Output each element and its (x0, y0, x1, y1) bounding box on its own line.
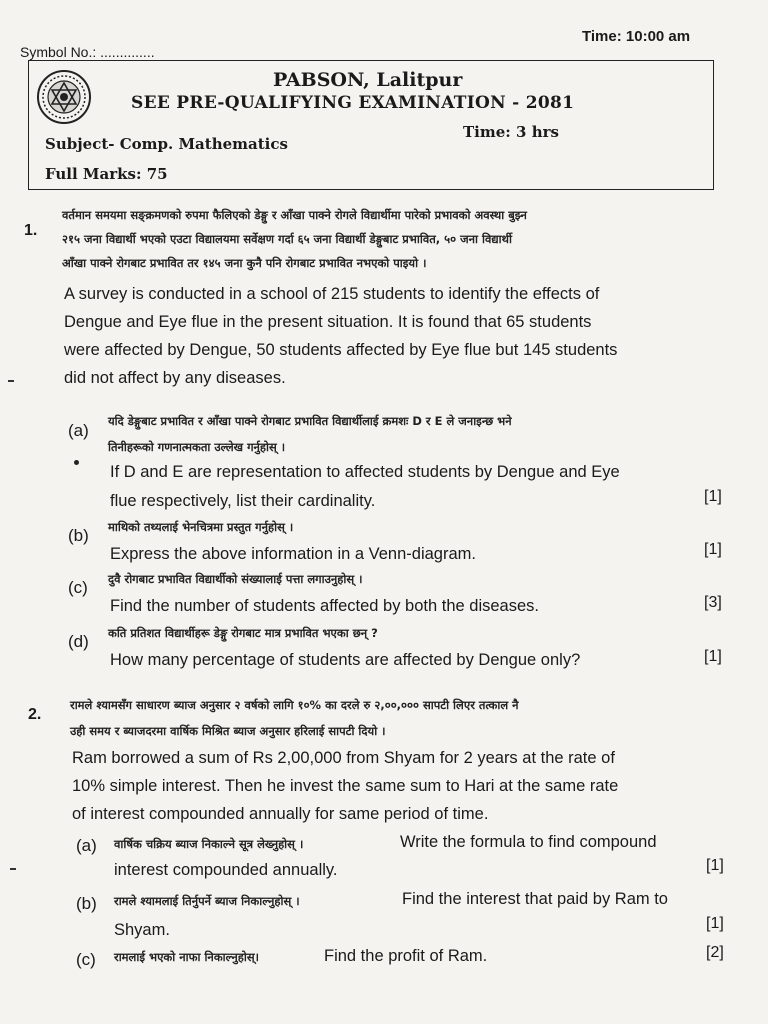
subquestion-nepali-line: यदि डेङ्गुबाट प्रभावित र आँखा पाक्ने रोगबाट प्रभावित विद्यार्थीलाई क्रमशः D र E ले जनाइन्छ भने (108, 414, 512, 428)
subquestion-label: (b) (68, 526, 89, 545)
header-box (28, 60, 714, 190)
subquestion-nepali-line: कति प्रतिशत विद्यार्थीहरू डेङ्गु रोगबाट मात्र प्रभावित भएका छन् ? (108, 626, 378, 640)
question-text-line: 10% simple interest. Then he invest the same sum to Hari at the same rate (72, 777, 619, 795)
subquestion-nepali-line: वार्षिक चक्रिय ब्याज निकाल्ने सूत्र लेख्नुहोस् । (114, 837, 304, 851)
subquestion-text-line: Shyam. (114, 921, 170, 939)
school-emblem-icon (36, 69, 92, 125)
question-nepali-line: वर्तमान समयमा सङ्क्रमणको रुपमा फैलिएको डेङ्गु र आँखा पाक्ने रोगले विद्यार्थीमा पारेको प्रभावको अवस्था बुझ्न (62, 208, 527, 222)
marks-label: [1] (706, 857, 724, 874)
question-nepali-line: रामले श्यामसँग साधारण ब्याज अनुसार २ वर्षको लागि १०% का दरले रु २,००,००० सापटी लिएर तत्काल नै (70, 698, 519, 712)
subquestion-text-line: flue respectively, list their cardinality. (110, 492, 376, 510)
exam-title: SEE PRE-QUALIFYING EXAMINATION - 2081 (131, 93, 575, 113)
question-text-line: were affected by Dengue, 50 students affected by Eye flue but 145 students (64, 341, 618, 359)
subquestion-label: (a) (68, 421, 89, 440)
subquestion-nepali-line: रामलाई भएको नाफा निकाल्नुहोस्। (114, 950, 259, 964)
full-marks: Full Marks: 75 (45, 165, 168, 183)
subquestion-label: (c) (68, 578, 88, 597)
subquestion-nepali-line: माथिको तथ्यलाई भेनचित्रमा प्रस्तुत गर्नुहोस् । (108, 520, 294, 534)
marks-label: [2] (706, 944, 724, 961)
question-nepali-line: २१५ जना विद्यार्थी भएको एउटा विद्यालयमा सर्वेक्षण गर्दा ६५ जना विद्यार्थी डेङ्गुबाट प्रभावित, ५० जना विद्यार्थी (62, 232, 512, 246)
subquestion-text-line: interest compounded annually. (114, 861, 338, 879)
subquestion-text-line: Find the number of students affected by both the diseases. (110, 597, 539, 615)
subquestion-label: (d) (68, 632, 89, 651)
subquestion-nepali-line: रामले श्यामलाई तिर्नुपर्ने ब्याज निकाल्नुहोस् । (114, 894, 300, 908)
marks-label: [3] (704, 594, 722, 611)
question-text-line: did not affect by any diseases. (64, 369, 286, 387)
question-text-line: Ram borrowed a sum of Rs 2,00,000 from Shyam for 2 years at the rate of (72, 749, 615, 767)
question-number: 1. (24, 222, 38, 239)
subquestion-label: (b) (76, 894, 97, 913)
subquestion-nepali-line: दुवै रोगबाट प्रभावित विद्यार्थीको संख्यालाई पत्ता लगाउनुहोस् । (108, 572, 363, 586)
subquestion-label: (c) (76, 950, 96, 969)
symbol-number: Symbol No.: .............. (20, 44, 155, 60)
marks-label: [1] (704, 648, 722, 665)
scan-mark (74, 460, 79, 465)
subquestion-text-line: Write the formula to find compound (400, 833, 657, 851)
question-nepali-line: उही समय र ब्याजदरमा वार्षिक मिश्रित ब्याज अनुसार हरिलाई सापटी दियो । (70, 724, 386, 738)
scan-mark (8, 380, 14, 382)
subquestion-label: (a) (76, 836, 97, 855)
school-name: PABSON, Lalitpur (273, 69, 463, 91)
subquestion-text-line: If D and E are representation to affected students by Dengue and Eye (110, 463, 620, 481)
marks-label: [1] (704, 488, 722, 505)
subquestion-text-line: Find the profit of Ram. (324, 947, 488, 965)
subquestion-text-line: Express the above information in a Venn-diagram. (110, 545, 476, 563)
question-text-line: Dengue and Eye flue in the present situation. It is found that 65 students (64, 313, 592, 331)
question-text-line: A survey is conducted in a school of 215 students to identify the effects of (64, 285, 600, 303)
subject-name: Subject- Comp. Mathematics (45, 135, 288, 153)
subquestion-text-line: How many percentage of students are affected by Dengue only? (110, 651, 581, 669)
question-nepali-line: आँखा पाक्ने रोगबाट प्रभावित तर १४५ जना कुनै पनि रोगबाट प्रभावित नभएको पाइयो । (62, 256, 427, 270)
subquestion-nepali-line: तिनीहरूको गणनात्मकता उल्लेख गर्नुहोस् । (108, 440, 286, 454)
question-number: 2. (28, 706, 42, 723)
question-text-line: of interest compounded annually for same period of time. (72, 805, 489, 823)
exam-start-time: Time: 10:00 am (582, 28, 691, 45)
marks-label: [1] (704, 541, 722, 558)
subquestion-text-line: Find the interest that paid by Ram to (402, 890, 668, 908)
marks-label: [1] (706, 915, 724, 932)
exam-duration: Time: 3 hrs (463, 123, 559, 141)
scan-mark (10, 868, 16, 870)
